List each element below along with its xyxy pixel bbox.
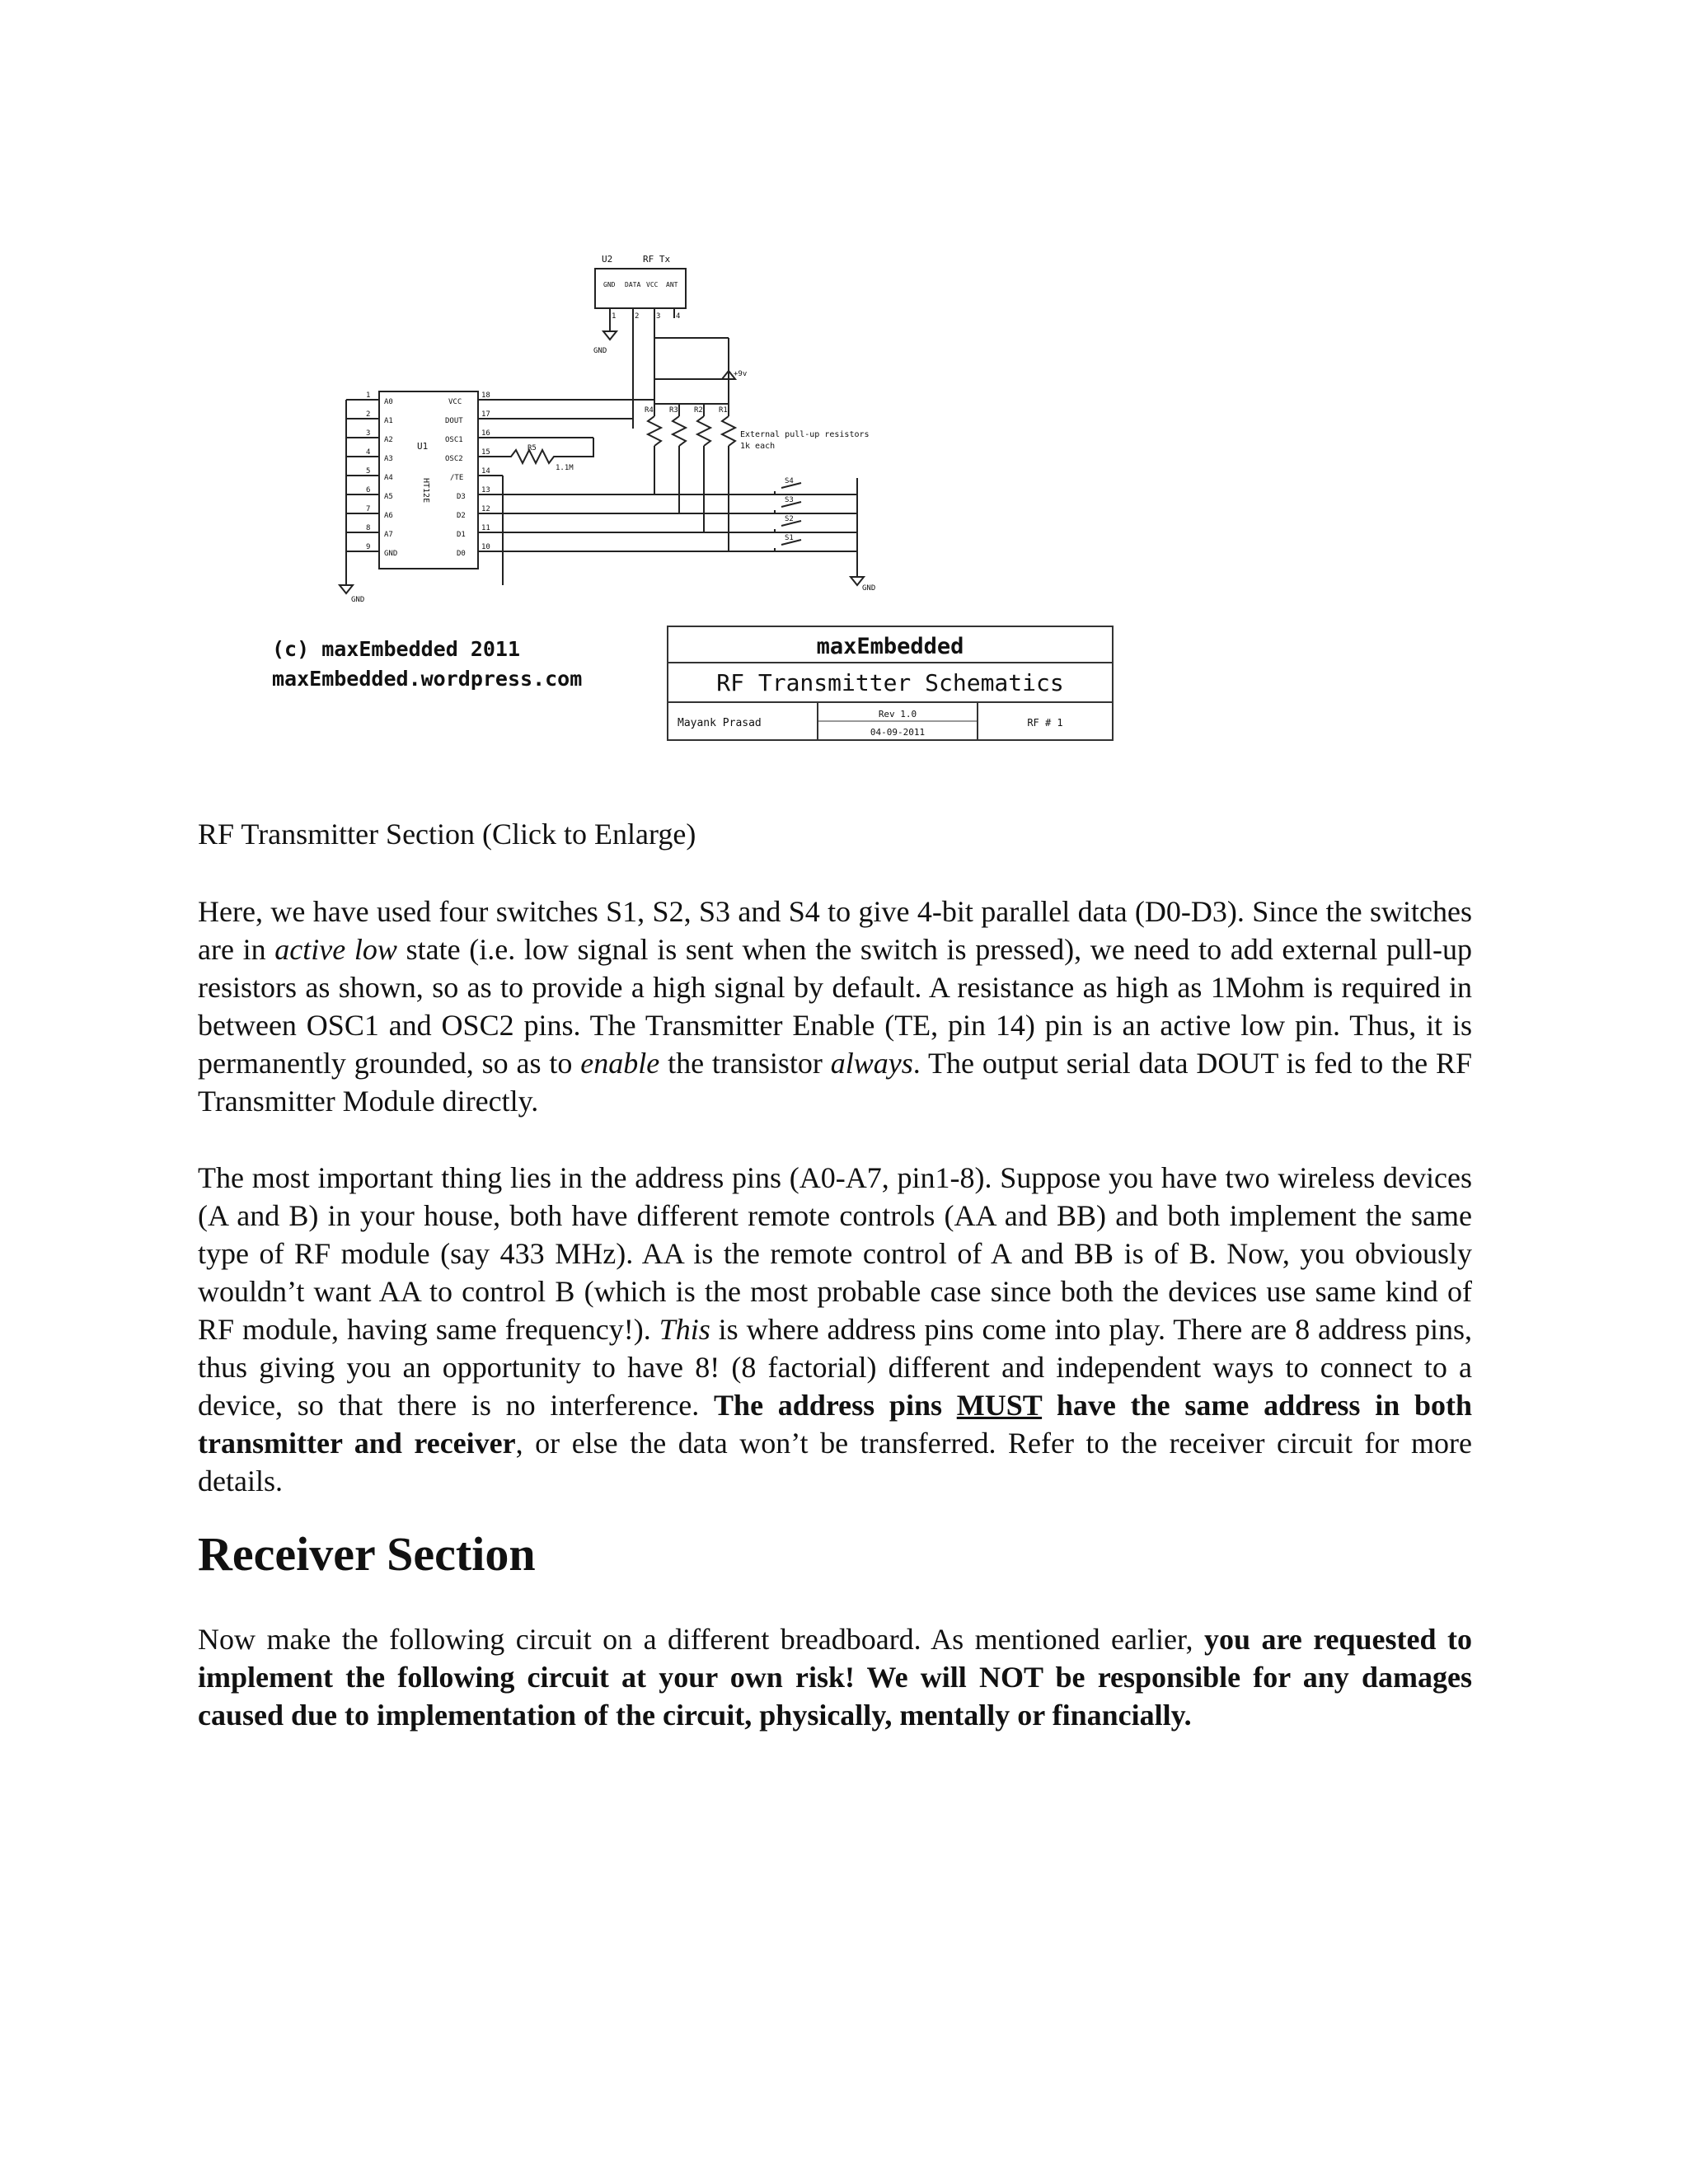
s2-label: S2 (785, 515, 794, 523)
pin-gnd-label: GND (384, 550, 398, 558)
p1-emphasis-always: always (830, 1047, 913, 1080)
pin-num-4: 4 (366, 448, 371, 457)
section-heading: Receiver Section (198, 1527, 536, 1581)
title-block-sheet: RF # 1 (1027, 717, 1063, 729)
pin-num-17: 17 (481, 410, 490, 419)
r4-label: R4 (645, 406, 654, 415)
s3-label: S3 (785, 496, 794, 504)
r5-label: R5 (528, 444, 537, 452)
r2-label: R2 (694, 406, 703, 415)
title-block-rev: Rev 1.0 (878, 709, 917, 719)
p1-text-1: Here, we have used four switches S1, S2, S3 and S4 to give 4-bit parallel data (D0-D3). Since the switches are in (198, 895, 1472, 966)
u2-gnd-label: GND (593, 347, 607, 355)
u2-pin-ant-label: ANT (666, 281, 678, 288)
u2-pin-num-2: 2 (635, 312, 640, 321)
p1-emphasis-active-low: active low (274, 933, 397, 966)
pin-num-2: 2 (366, 410, 371, 419)
pin-d0-label: D0 (457, 550, 466, 558)
ic-label: HT12E (421, 478, 430, 504)
copyright-text: (c) maxEmbedded 2011 (272, 637, 521, 661)
pin-num-3: 3 (366, 429, 371, 438)
pin-osc2-label: OSC2 (445, 455, 463, 463)
title-block-company: maxEmbedded (816, 634, 964, 659)
pin-num-18: 18 (481, 391, 490, 400)
p2-bold-1: The address pins (714, 1389, 957, 1422)
pin-num-7: 7 (366, 505, 371, 513)
pin-num-15: 15 (481, 448, 490, 457)
p2-bold-2: have the same address in both transmitter and receiver (198, 1389, 1473, 1460)
title-block-author: Mayank Prasad (678, 717, 762, 729)
rf-tx-module-box (595, 269, 686, 308)
u2-pin-vcc-label: VCC (646, 281, 659, 288)
pin-a6-label: A6 (384, 512, 393, 520)
paragraph-receiver-warning (198, 1620, 1472, 1734)
pin-num-6: 6 (366, 486, 371, 494)
p1-emphasis-enable: enable (580, 1047, 660, 1080)
p2-bold-must: MUST (956, 1389, 1043, 1422)
pullup-note-2: 1k each (740, 442, 776, 451)
pin-vcc-label: VCC (448, 398, 462, 406)
title-block (668, 626, 1113, 740)
title-block-title: RF Transmitter Schematics (716, 669, 1064, 696)
s1-label: S1 (785, 534, 794, 542)
pin-dout-label: DOUT (445, 417, 463, 425)
pin-num-11: 11 (481, 524, 490, 532)
pin-a4-label: A4 (384, 474, 393, 482)
p3-bold-warning: you are requested to implement the following circuit at your own risk! We will NOT be responsible for any damages caused due to implementation of the circuit, physically, mentally or financially. (198, 1623, 1472, 1732)
u1-label: U1 (417, 441, 429, 452)
u2-pin-num-3: 3 (656, 312, 661, 321)
pin-a5-label: A5 (384, 493, 393, 501)
pin-num-5: 5 (366, 467, 371, 476)
pin-a1-label: A1 (384, 417, 393, 425)
paragraph-switches (198, 893, 1472, 1120)
r3-label: R3 (669, 406, 678, 415)
pin-num-1: 1 (366, 391, 371, 400)
pin-num-12: 12 (481, 505, 490, 513)
pin-num-9: 9 (366, 543, 371, 551)
p1-text-3: the transistor (659, 1047, 831, 1080)
rf-transmitter-schematic[interactable] (264, 239, 1121, 750)
p2-text-2: is where address pins come into play. There are 8 address pins, thus giving you an opportunity to have 8! (8 factorial) different and independent ways to connect to a device, so that there is no interference. (198, 1313, 1472, 1422)
pin-d2-label: D2 (457, 512, 466, 520)
pin-te-label: /TE (450, 474, 464, 482)
vcc-label: +9v (734, 370, 748, 378)
p2-text-3: , or else the data won’t be transferred. Refer to the receiver circuit for more details. (198, 1427, 1472, 1497)
schematic-diagram (264, 239, 1121, 750)
p1-text-4: . The output serial data DOUT is fed to the RF Transmitter Module directly. (198, 1047, 1472, 1118)
website-text: maxEmbedded.wordpress.com (272, 667, 583, 691)
figure-caption[interactable]: RF Transmitter Section (Click to Enlarge) (198, 818, 696, 851)
pin-num-14: 14 (481, 467, 490, 476)
s4-label: S4 (785, 477, 794, 485)
pin-d1-label: D1 (457, 531, 466, 539)
gnd-label-right: GND (862, 584, 876, 593)
rf-tx-label: RF Tx (643, 254, 671, 265)
r5-value: 1.1M (556, 464, 574, 472)
title-block-date: 04-09-2011 (870, 727, 926, 738)
r1-label: R1 (719, 406, 728, 415)
p2-emphasis-this: This (659, 1313, 710, 1346)
u2-pin-data-label: DATA (625, 281, 641, 288)
u2-pin-num-4: 4 (676, 312, 681, 321)
pin-a3-label: A3 (384, 455, 393, 463)
pin-d3-label: D3 (457, 493, 466, 501)
p1-text-2: state (i.e. low signal is sent when the switch is pressed), we need to add external pull-up resistors as shown, so as to provide a high signal by default. A resistance as high as 1Mohm is required in between OSC1 and OSC2 pins. The Transmitter Enable (TE, pin 14) pin is an active low pin. Thus, it is permanently grounded, so as to (198, 933, 1472, 1080)
p3-text-1: Now make the following circuit on a different breadboard. As mentioned earlier, (198, 1623, 1204, 1656)
gnd-label-left: GND (351, 596, 365, 604)
paragraph-address-pins (198, 1159, 1472, 1500)
u2-pin-num-1: 1 (612, 312, 617, 321)
pin-a0-label: A0 (384, 398, 393, 406)
pin-num-8: 8 (366, 524, 371, 532)
pin-a7-label: A7 (384, 531, 393, 539)
pin-num-13: 13 (481, 486, 490, 494)
u2-pin-gnd-label: GND (603, 281, 616, 288)
pin-num-10: 10 (481, 543, 490, 551)
pullup-note-1: External pull-up resistors (740, 430, 870, 439)
pin-osc1-label: OSC1 (445, 436, 463, 444)
pin-a2-label: A2 (384, 436, 393, 444)
pin-num-16: 16 (481, 429, 490, 438)
u2-label: U2 (602, 254, 613, 265)
p2-text-1: The most important thing lies in the address pins (A0-A7, pin1-8). Suppose you have two wireless devices (A and B) in your house, both have different remote controls (AA and BB) and both implement the same type of RF module (say 433 MHz). AA is the remote control of A and BB is of B. Now, you obviously wouldn’t want AA to control B (which is the most probable case since both the devices use same kind of RF module, having same frequency!). (198, 1161, 1472, 1346)
